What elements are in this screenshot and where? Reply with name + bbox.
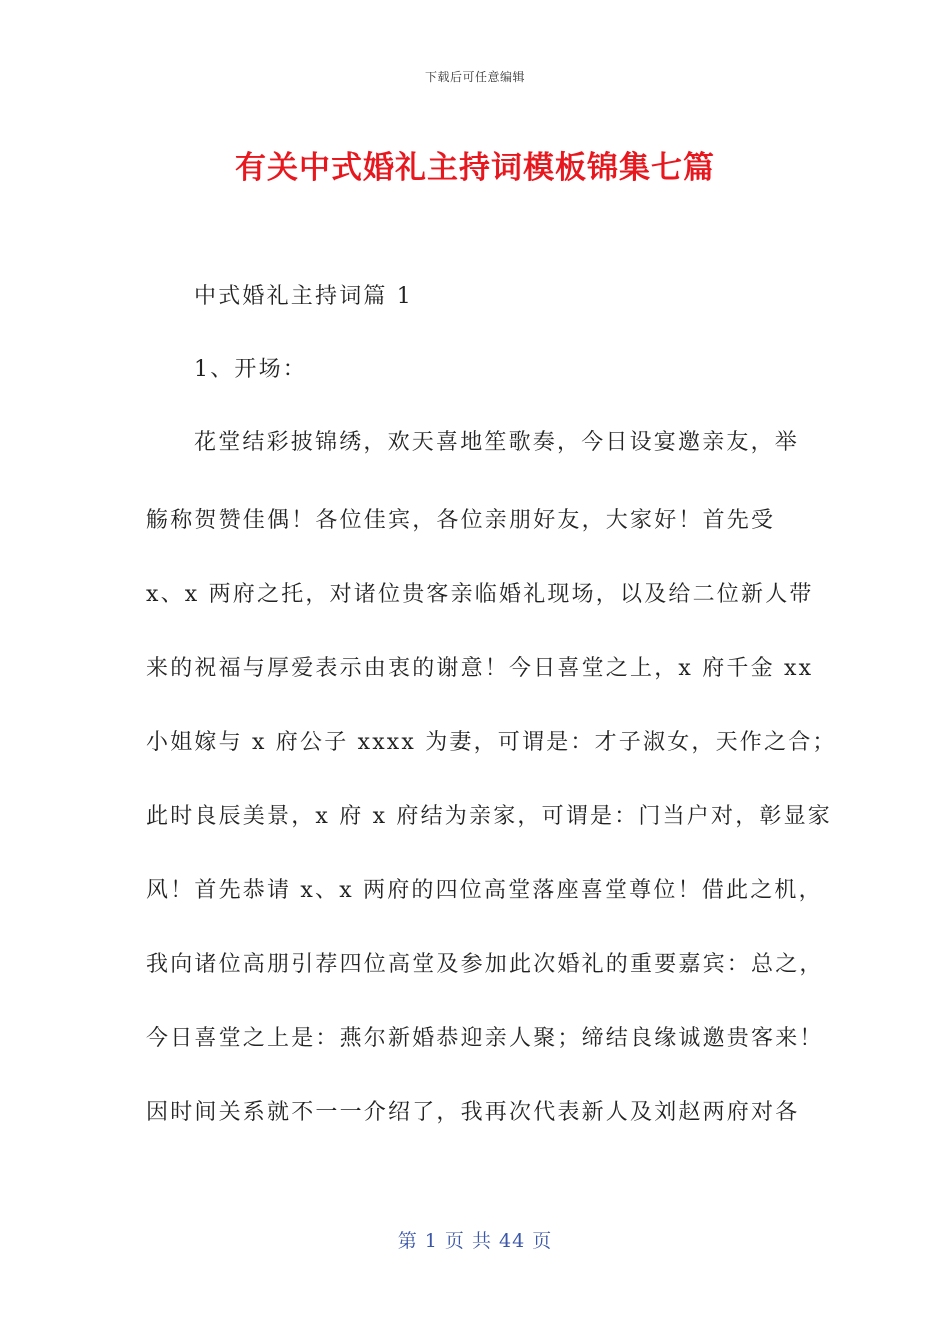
paragraph-line: 来的祝福与厚爱表示由衷的谢意！今日喜堂之上，x 府千金 xx bbox=[146, 656, 814, 681]
paragraph-line: 因时间关系就不一一介绍了，我再次代表新人及刘赵两府对各 bbox=[146, 1100, 800, 1125]
paragraph-line: 今日喜堂之上是：燕尔新婚恭迎亲人聚；缔结良缘诚邀贵客来！ bbox=[146, 1026, 824, 1051]
paragraph-line: 小姐嫁与 x 府公子 xxxx 为妻，可谓是：才子淑女，天作之合； bbox=[146, 730, 837, 755]
subheading: 1、开场： bbox=[194, 357, 307, 382]
header-note: 下载后可任意编辑 bbox=[424, 70, 525, 84]
paragraph-line: 花堂结彩披锦绣，欢天喜地笙歌奏，今日设宴邀亲友，举 bbox=[194, 430, 800, 455]
page-number-footer: 第 1 页 共 44 页 bbox=[397, 1230, 553, 1252]
document-title: 有关中式婚礼主持词模板锦集七篇 bbox=[235, 150, 715, 186]
paragraph-line: 此时良辰美景，x 府 x 府结为亲家，可谓是：门当户对，彰显家 bbox=[146, 804, 832, 829]
paragraph-line: 我向诸位高朋引荐四位高堂及参加此次婚礼的重要嘉宾：总之， bbox=[146, 952, 824, 977]
section-heading: 中式婚礼主持词篇 1 bbox=[194, 284, 413, 309]
paragraph-line: x、x 两府之托，对诸位贵客亲临婚礼现场，以及给二位新人带 bbox=[146, 582, 814, 607]
paragraph-line: 风！首先恭请 x、x 两府的四位高堂落座喜堂尊位！借此之机， bbox=[146, 878, 823, 903]
paragraph-line: 觞称贺赞佳偶！各位佳宾，各位亲朋好友，大家好！首先受 bbox=[146, 508, 776, 533]
